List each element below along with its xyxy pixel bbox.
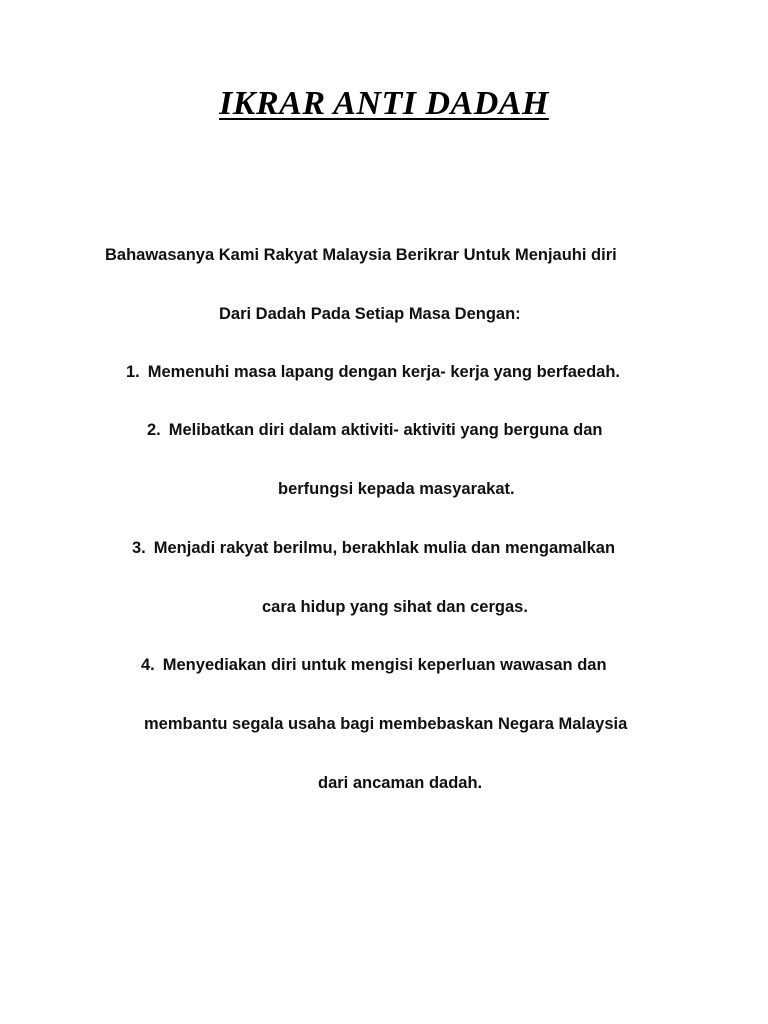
item-number: 4. [141,656,155,674]
pledge-item-2 [147,420,602,440]
item-text: Memenuhi masa lapang dengan kerja- kerja yang berfaedah. [147,363,621,381]
pledge-item-1 [126,362,620,382]
document-title: IKRAR ANTI DADAH [219,85,549,122]
item-text: Menjadi rakyat berilmu, berakhlak mulia dan mengamalkan [153,539,616,557]
item-text: Menyediakan diri untuk mengisi keperluan wawasan dan [162,656,607,674]
pledge-item-4-continuation-2: dari ancaman dadah. [318,774,483,792]
item-number: 1. [126,363,140,381]
pledge-item-4 [141,655,607,675]
item-text: Melibatkan diri dalam aktiviti- aktiviti yang berguna dan [168,421,603,439]
intro-line-2: Dari Dadah Pada Setiap Masa Dengan: [219,305,521,323]
intro-line-1: Bahawasanya Kami Rakyat Malaysia Berikrar Untuk Menjauhi diri [105,246,617,264]
item-number: 3. [132,539,146,557]
item-number: 2. [147,421,161,439]
pledge-item-3 [132,538,615,558]
pledge-item-4-continuation-1: membantu segala usaha bagi membebaskan Negara Malaysia [144,715,628,733]
pledge-item-3-continuation: cara hidup yang sihat dan cergas. [262,598,528,616]
pledge-item-2-continuation: berfungsi kepada masyarakat. [278,480,515,498]
